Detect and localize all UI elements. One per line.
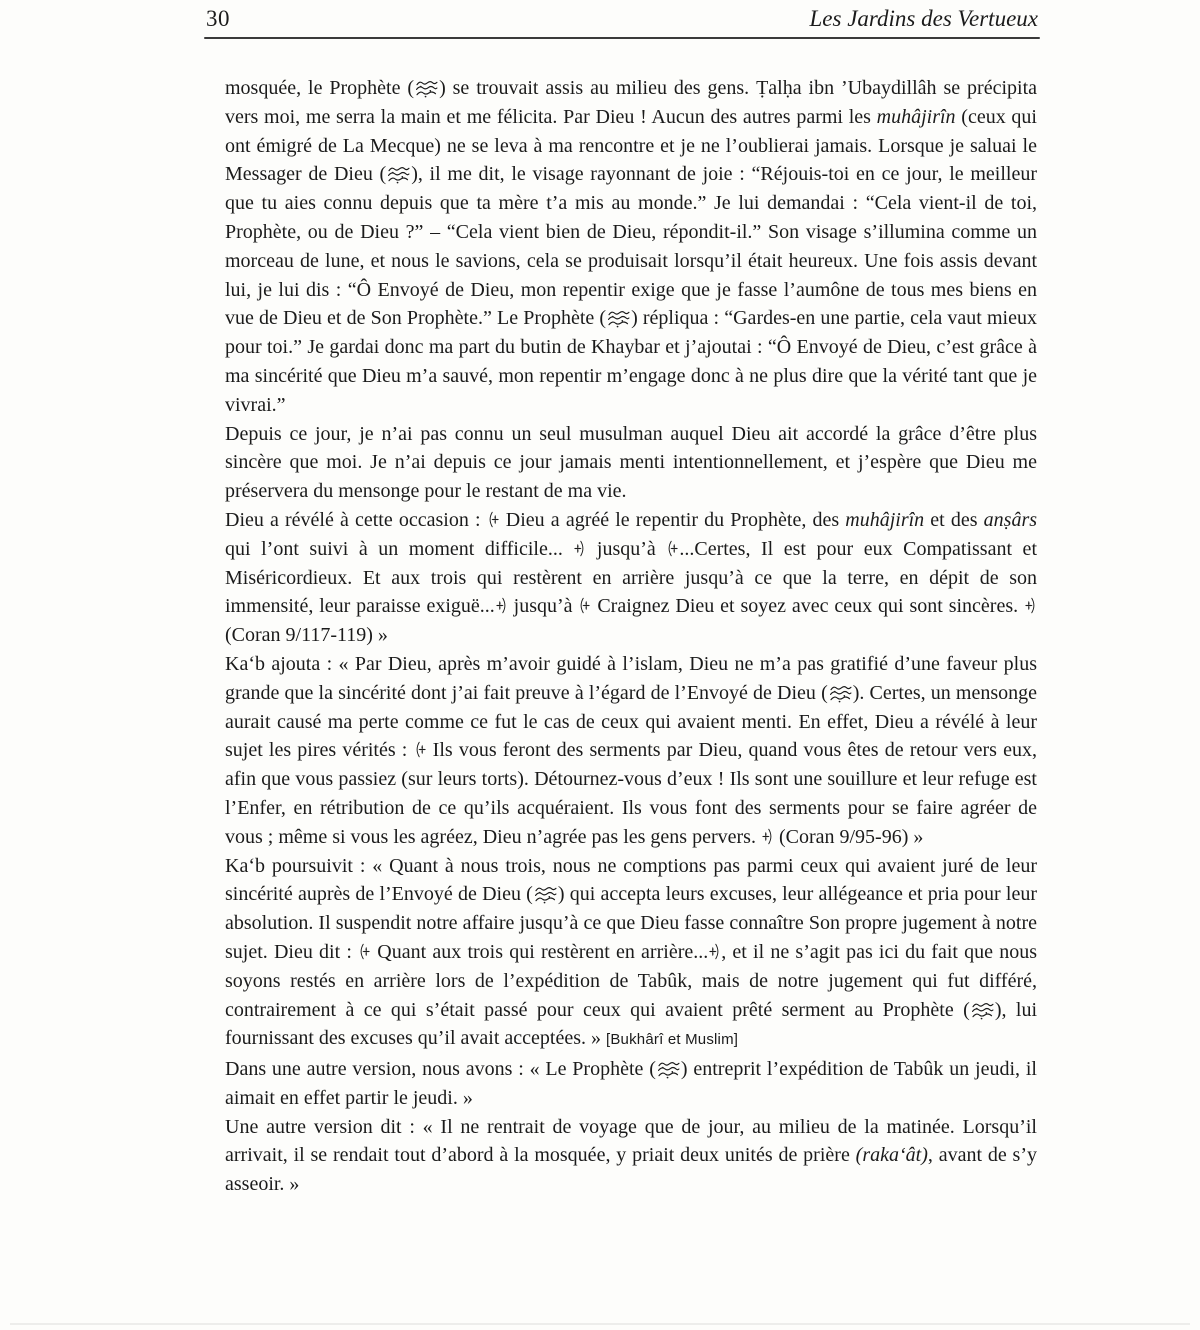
- text-segment: mosquée, le Prophète (: [225, 77, 415, 99]
- text-segment: ), il me dit, le visage rayonnant de joie : “Réjouis-toi en ce jour, le meilleur que tu aies connu depuis que ta mère t’a mis au monde.” Je lui demandai : “Cela vient-il de toi, Prophète, ou de Dieu ?” – “Cela vient bien de Dieu, répondit-il.” Son visage s’illumina comme un morceau de lune, et nous le savions, cela se produisait lorsqu’il était heureux. Une fois assis devant lui, je lui dis : “Ô Envoyé de Dieu, mon repentir exige que je fasse l’aumône de tous mes biens en vue de Dieu et de Son Prophète.” Le Prophète (: [225, 163, 1037, 330]
- paragraph: [225, 852, 1037, 1056]
- text-segment: Quant aux trois qui restèrent en arrière...: [371, 940, 709, 963]
- pbuh-calligraphy-icon: [606, 309, 631, 328]
- text-segment: anṣârs: [983, 508, 1038, 531]
- text-segment: muhâjirîn: [876, 105, 956, 128]
- text-segment: jusqu’à: [586, 537, 667, 560]
- text-segment: ) entreprit l’expédition de Tabûk un jeudi, il aimait en effet partir le jeudi. »: [225, 1058, 1037, 1109]
- pbuh-calligraphy-icon: [386, 165, 411, 184]
- text-segment: Craignez Dieu et soyez avec ceux qui sont sincères.: [591, 595, 1025, 618]
- text-segment: (raka‘ât): [855, 1144, 928, 1167]
- text-segment: Dans une autre version, nous avons : « Le Prophète (: [225, 1058, 656, 1081]
- text-segment: , et il ne s’agit pas ici du fait que nous soyons restés en arrière lors de l’expédition de Tabûk, mais de notre jugement qui fut différé, contrairement à ce qui s’était passé pour ceux qui avaient prêté serment au Prophète (: [225, 940, 1037, 1021]
- pbuh-calligraphy-icon: [828, 684, 853, 703]
- quran-quote-open-ornament-icon: [414, 741, 427, 758]
- text-segment: qui l’ont suivi à un moment difficile...: [225, 537, 574, 560]
- text-segment: Ka‘b poursuivit : « Quant à nous trois, nous ne comptions pas parmi ceux qui avaient juré de leur sincérité auprès de l’Envoyé de Dieu (: [225, 854, 1037, 906]
- pbuh-calligraphy-icon: [970, 1001, 995, 1020]
- text-segment: Une autre version dit : « Il ne rentrait de voyage que de jour, au milieu de la matinée. Lorsqu’il arrivait, il se rendait tout d’abord à la mosquée, y priait deux unités de prière: [225, 1115, 1037, 1167]
- quran-quote-close-ornament-icon: [761, 828, 774, 845]
- text-segment: ) répliqua : “Gardes-en une partie, cela vaut mieux pour toi.” Je gardai donc ma part du butin de Khaybar et j’ajoutai : “Ô Envoyé de Dieu, c’est grâce à ma sincérité que Dieu m’a sauvé, mon repentir m’engage donc à ne plus dire que la vérité tant que je vivrai.”: [225, 307, 1037, 416]
- text-segment: jusqu’à: [507, 595, 579, 618]
- text-segment: Dieu a révélé à cette occasion :: [225, 508, 487, 531]
- page-header: [206, 6, 1038, 32]
- text-segment: ). Certes, un mensonge aurait causé ma perte comme ce fut le cas de ceux qui avaient menti. En effet, Dieu a révélé à leur sujet les pires vérités :: [225, 681, 1037, 762]
- pbuh-calligraphy-icon: [533, 885, 558, 904]
- header-rule: [204, 37, 1040, 39]
- paragraph: [225, 420, 1037, 506]
- paragraph: [225, 506, 1037, 650]
- quran-quote-open-ornament-icon: [666, 540, 679, 557]
- text-segment: Ka‘b ajouta : « Par Dieu, après m’avoir guidé à l’islam, Dieu ne m’a pas gratifié d’une faveur plus grande que la sincérité dont j’ai fait preuve à l’égard de l’Envoyé de Dieu (: [225, 652, 1037, 704]
- text-segment: (Coran 9/117-119) »: [225, 624, 388, 647]
- pbuh-calligraphy-icon: [656, 1060, 681, 1079]
- quran-quote-close-ornament-icon: [708, 943, 721, 960]
- page-number: 30: [206, 6, 230, 31]
- running-title: Les Jardins des Vertueux: [809, 6, 1038, 31]
- quran-quote-open-ornament-icon: [487, 511, 500, 528]
- text-segment: Dieu a agréé le repentir du Prophète, des: [499, 508, 846, 531]
- quran-quote-open-ornament-icon: [578, 597, 591, 614]
- text-segment: ), lui fournissant des excuses qu’il avait acceptées. »: [225, 998, 1037, 1050]
- quran-quote-close-ornament-icon: [573, 540, 586, 557]
- text-segment: ) qui accepta leurs excuses, leur allégeance et pria pour leur absolution. Il suspendit notre affaire jusqu’à ce que Dieu fasse connaître Son propre jugement à notre sujet. Dieu dit :: [225, 883, 1037, 963]
- text-segment: (ceux qui ont émigré de La Mecque) ne se leva à ma rencontre et je ne l’oublierai jamais. Lorsque je saluai le Messager de Dieu (: [225, 105, 1037, 186]
- text-segment: , avant de s’y asseoir. »: [225, 1144, 1037, 1196]
- text-segment: et des: [924, 508, 984, 531]
- paragraph: [225, 1113, 1037, 1199]
- paragraph: [225, 1055, 1037, 1113]
- text-segment: (Coran 9/95-96) »: [773, 825, 924, 848]
- pbuh-calligraphy-icon: [414, 79, 439, 98]
- text-segment: ) se trouvait assis au milieu des gens. Ṭalḥa ibn ’Ubaydillâh se précipita vers moi, me serra la main et me félicita. Par Dieu ! Aucun des autres parmi les: [225, 77, 1038, 128]
- page-bottom-edge: [10, 1323, 1190, 1325]
- quran-quote-open-ornament-icon: [358, 943, 371, 960]
- text-segment: Depuis ce jour, je n’ai pas connu un seul musulman auquel Dieu ait accordé la grâce d’être plus sincère que moi. Je n’ai depuis ce jour jamais menti intentionnellement, et j’espère que Dieu me préservera du mensonge pour le restant de ma vie.: [225, 422, 1037, 503]
- quran-quote-close-ornament-icon: [495, 597, 508, 614]
- text-segment: Ils vous feront des serments par Dieu, quand vous êtes de retour vers eux, afin que vous passiez (sur leurs torts). Détournez-vous d’eux ! Ils sont une souillure et leur refuge est l’Enfer, en rétribution de ce qu’ils acquéraient. Ils vous font des serments pour se faire agréer de vous ; même si vous les agréez, Dieu n’agrée pas les gens pervers.: [225, 739, 1037, 848]
- text-segment: [Bukhârî et Muslim]: [605, 1031, 739, 1049]
- text-segment: muhâjirîn: [845, 508, 925, 531]
- paragraph: [225, 74, 1037, 420]
- text-segment: ...Certes, Il est pour eux Compatissant et Miséricordieux. Et aux trois qui restèrent en arrière jusqu’à ce que la terre, en dépit de son immensité, leur paraisse exiguë...: [225, 537, 1037, 618]
- body-text: [225, 74, 1037, 1199]
- quran-quote-close-ornament-icon: [1024, 597, 1037, 614]
- paragraph: [225, 650, 1037, 852]
